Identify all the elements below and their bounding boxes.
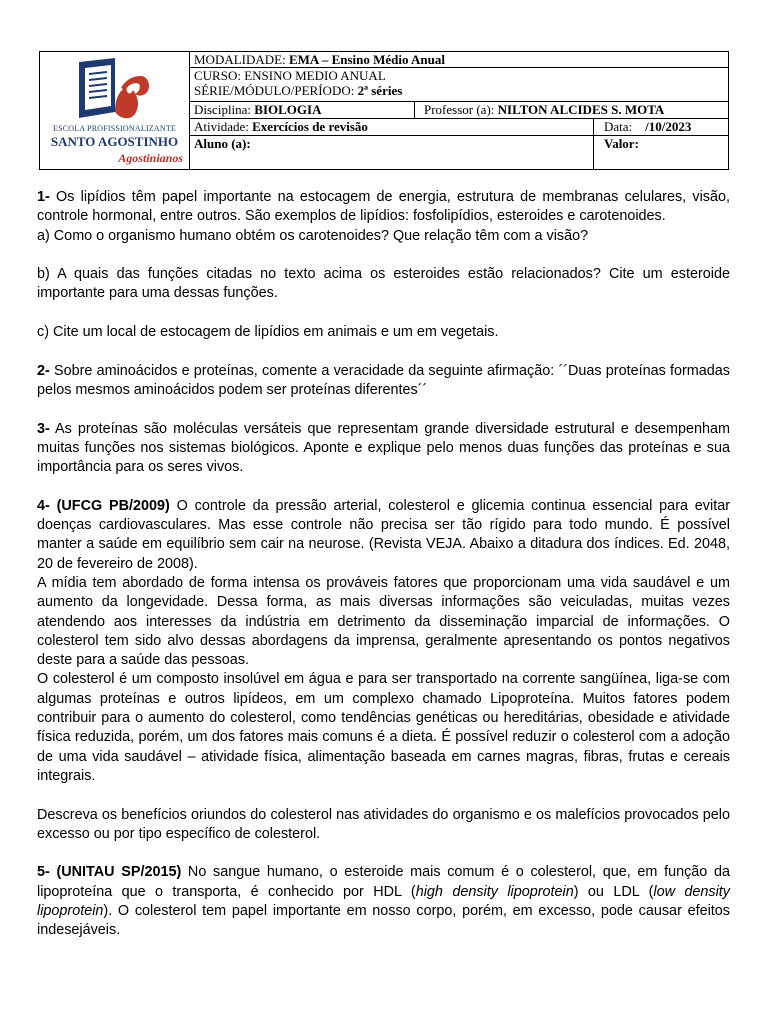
question-5-text-1: No sangue humano, o esteroide mais comum é o colesterol, que, em função da lipoproteína que o transporta, é conhecido por HDL (: [37, 864, 731, 900]
exercise-content: [37, 188, 730, 941]
question-4: [37, 497, 730, 574]
question-4-prompt: Descreva os benefícios oriundos do colesterol nas atividades do organismo e os malefícios provocados pelo excesso ou por tipo específico de colesterol.: [37, 806, 730, 842]
question-3-text: As proteínas são moléculas versáteis que representam grande diversidade estrutural e desempenham muitas funções nos sistemas biológicos. Aponte e explique pelo menos duas funções das proteínas e sua importância para os seres vivos.: [37, 420, 730, 476]
question-4-paragraph-2: A mídia tem abordado de forma intensa os prováveis fatores que proporcionam uma vida saudável e um aumento da longevidade. Dessa forma, as mais diversas informações são veiculadas, muitas vezes atendendo aos interesses da indústria em detrimento da disseminação imparcial de informações. O colesterol tem sido alvo dessas abordagens da imprensa, geralmente apresentando os pontos negativos deste para a saúde das pessoas.: [37, 574, 730, 669]
row-curso: [189, 68, 728, 102]
data-value: /10/2023: [645, 119, 692, 134]
school-logo: [40, 52, 190, 169]
header-table: [39, 51, 729, 170]
question-5-text-2: ) ou LDL (: [573, 883, 654, 900]
row-atividade: [189, 119, 728, 136]
disciplina-label: Disciplina:: [194, 102, 255, 117]
question-1: [37, 188, 730, 227]
serie-value: 2ª séries: [357, 83, 403, 98]
question-4-paragraph-3: O colesterol é um composto insolúvel em água e para ser transportado na corrente sangüínea, liga-se com algumas proteínas e outros lipídeos, em um complexo chamado Lipoproteína. Muitos fatores podem contribuir para o aumento do colesterol, como tendências genéticas ou hereditárias, obesidade e atividade física reduzida, porém, um dos fatores mais comuns é a dieta. É possível reduzir o colesterol com a adoção de uma vida saudável – atividade física, alimentação baseada em carnes magras, fibras, frutas e cereais integrais.: [37, 671, 730, 784]
aluno-label: Aluno (a):: [194, 136, 251, 151]
row-modalidade: [189, 52, 728, 68]
atividade-value: Exercícios de revisão: [252, 119, 368, 134]
atividade-label: Atividade:: [194, 119, 253, 134]
question-4-text: O controle da pressão arterial, colesterol e glicemia continua essencial para evitar doenças cardiovasculares. Mas esse controle não precisa ser tão rígido para todo mundo. É possível manter a saúde em equilíbrio sem cair na neurose. (Revista VEJA. Abaixo a ditadura dos índices. Ed. 2048, 20 de fevereiro de 2008).: [37, 497, 730, 572]
question-1a: a) Como o organismo humano obtém os carotenoides? Que relação têm com a visão?: [37, 227, 589, 244]
curso-label: CURSO: ENSINO MEDIO ANUAL: [194, 68, 386, 83]
school-emblem-icon: [75, 56, 155, 122]
question-2: [37, 362, 730, 401]
question-1b: b) A quais das funções citadas no texto acima os esteroides estão relacionados? Cite um esteroide importante para uma dessas funções.: [37, 266, 730, 302]
row-aluno: [189, 136, 728, 169]
question-1-text: Os lipídios têm papel importante na estocagem de energia, estrutura de membranas celulares, visão, controle hormonal, entre outros. São exemplos de lipídios: fosfolipídios, esteroides e carotenoides.: [37, 189, 730, 225]
row-disciplina: [189, 102, 728, 119]
school-name-line2: SANTO AGOSTINHO: [50, 134, 179, 149]
ldl-term: low density lipoprotein: [37, 883, 730, 919]
question-3-number: 3-: [37, 420, 50, 437]
professor-label: Professor (a):: [424, 102, 498, 117]
valor-label: Valor:: [604, 136, 639, 151]
school-name-line1: ESCOLA PROFISSIONALIZANTE: [52, 124, 176, 133]
modalidade-label: MODALIDADE:: [194, 52, 289, 67]
school-name-line3: Agostinianos: [118, 151, 183, 165]
question-1c: c) Cite um local de estocagem de lipídios em animais e um em vegetais.: [37, 324, 499, 341]
hdl-term: high density lipoprotein: [415, 883, 574, 900]
question-2-number: 2-: [37, 362, 50, 379]
question-5-number: 5- (UNITAU SP/2015): [37, 864, 182, 881]
question-5-text-3: ). O colesterol tem papel importante em nosso corpo, porém, em excesso, pode causar efeitos indesejáveis.: [37, 902, 730, 939]
data-label: Data:: [604, 119, 633, 134]
modalidade-value: EMA – Ensino Médio Anual: [288, 52, 446, 67]
question-5: [37, 863, 730, 940]
question-2-text: Sobre aminoácidos e proteínas, comente a veracidade da seguinte afirmação: ´´Duas proteínas formadas pelos mesmos aminoácidos podem ser proteínas diferentes´´: [37, 362, 730, 398]
question-4-number: 4- (UFCG PB/2009): [37, 497, 170, 514]
question-1-number: 1-: [37, 189, 50, 205]
professor-value: NILTON ALCIDES S. MOTA: [497, 102, 665, 117]
question-3: [37, 420, 730, 478]
serie-label: SÉRIE/MÓDULO/PERÍODO:: [194, 83, 358, 98]
disciplina-value: BIOLOGIA: [254, 102, 322, 117]
